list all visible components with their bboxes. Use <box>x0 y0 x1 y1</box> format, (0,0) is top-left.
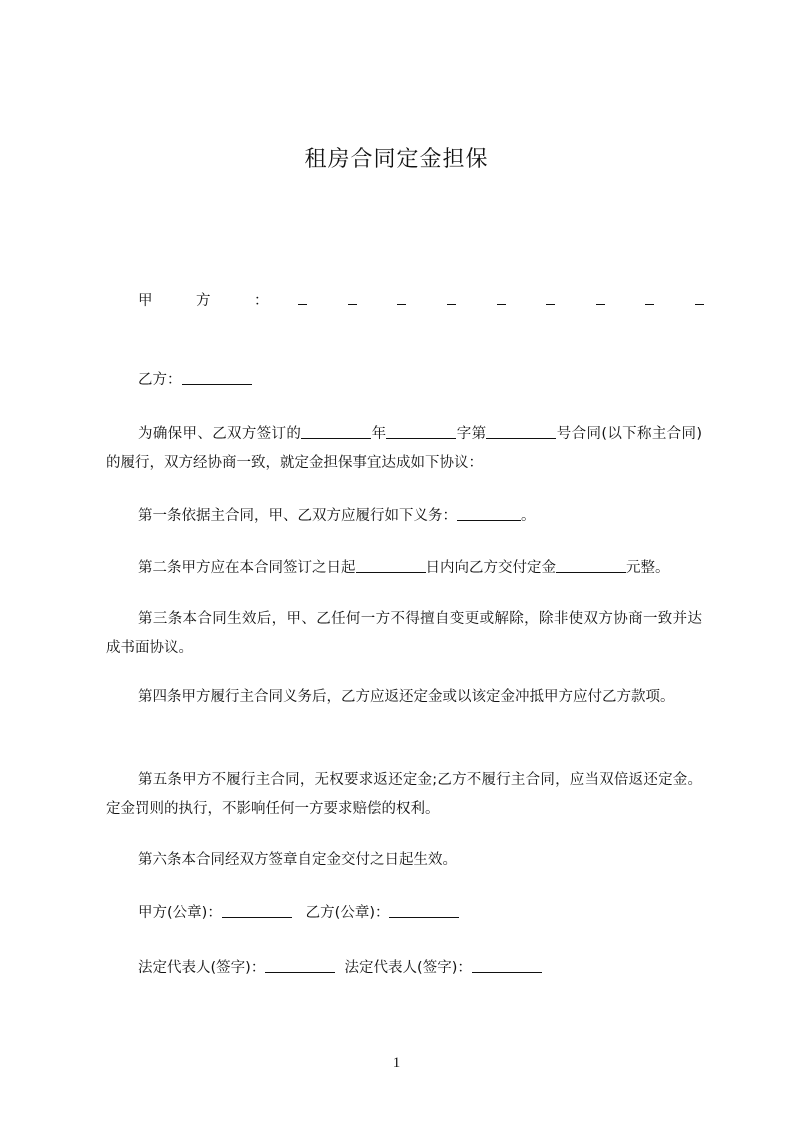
days-blank <box>356 558 426 573</box>
signature-line <box>138 954 734 983</box>
article-4: 第四条甲方履行主合同义务后，乙方应返还定金或以该定金冲抵甲方应付乙方款项。 <box>138 689 675 705</box>
article-2-text-3: 元整。 <box>626 560 670 576</box>
page-title: 租房合同定金担保 <box>304 147 489 172</box>
contract-word-blank <box>386 424 456 439</box>
blank-dash <box>397 290 406 305</box>
blank-dash <box>348 290 357 305</box>
party-a-seal-label: 甲方(公章)： <box>138 905 222 921</box>
intro-text-3: 字第 <box>456 426 487 442</box>
blank-dash <box>645 290 654 305</box>
blank-dash <box>447 290 456 305</box>
page-number: 1 <box>392 1055 401 1071</box>
seal-line <box>138 899 734 928</box>
intro-text-1: 为确保甲、乙双方签订的 <box>138 426 302 442</box>
article-6: 第六条本合同经双方签章自定金交付之日起生效。 <box>138 852 457 868</box>
party-b-blank <box>182 370 252 385</box>
intro-paragraph <box>106 420 702 478</box>
party-a-colon: ： <box>254 293 269 309</box>
party-b-label: 乙方： <box>138 372 182 388</box>
intro-text-2: 年 <box>371 426 387 442</box>
article-1 <box>138 502 734 531</box>
article-2-text-1: 第二条甲方应在本合同签订之日起 <box>138 560 356 576</box>
party-b-seal-blank <box>389 903 459 918</box>
deposit-amount-blank <box>556 558 626 573</box>
contract-number-blank <box>486 424 556 439</box>
article-5: 第五条甲方不履行主合同，无权要求返还定金;乙方不履行主合同，应当双倍返还定金。定金罚则的执行，不影响任何一方要求赔偿的权利。 <box>106 772 702 817</box>
blank-dash <box>695 290 704 305</box>
contract-year-blank <box>301 424 371 439</box>
party-b-seal-label: 乙方(公章)： <box>305 905 390 921</box>
article-3: 第三条本合同生效后，甲、乙任何一方不得擅自变更或解除，除非使双方协商一致并达成书面协议。 <box>106 611 702 656</box>
party-a-blank <box>298 290 704 305</box>
obligations-blank <box>457 506 521 521</box>
blank-dash <box>546 290 555 305</box>
party-b-line <box>138 366 734 395</box>
blank-dash <box>596 290 605 305</box>
intro-text-4: 号合同(以下称主合同)的履行，双方经协商一致，就定金担保事宜达成如下协议： <box>106 426 703 471</box>
rep-a-signature-label: 法定代表人(签字)： <box>138 960 266 976</box>
blank-dash <box>298 290 307 305</box>
article-2 <box>138 554 734 583</box>
party-a-char1: 甲 <box>138 293 153 309</box>
article-1-end: 。 <box>521 508 536 524</box>
article-2-text-2: 日内向乙方交付定金 <box>425 560 556 576</box>
rep-b-signature-label: 法定代表人(签字)： <box>344 960 472 976</box>
party-a-line <box>138 289 704 313</box>
blank-dash <box>497 290 506 305</box>
party-a-char2: 方 <box>196 293 211 309</box>
rep-a-signature-blank <box>265 958 335 973</box>
rep-b-signature-blank <box>472 958 542 973</box>
article-1-text: 第一条依据主合同，甲、乙双方应履行如下义务： <box>138 508 457 524</box>
party-a-seal-blank <box>222 903 292 918</box>
